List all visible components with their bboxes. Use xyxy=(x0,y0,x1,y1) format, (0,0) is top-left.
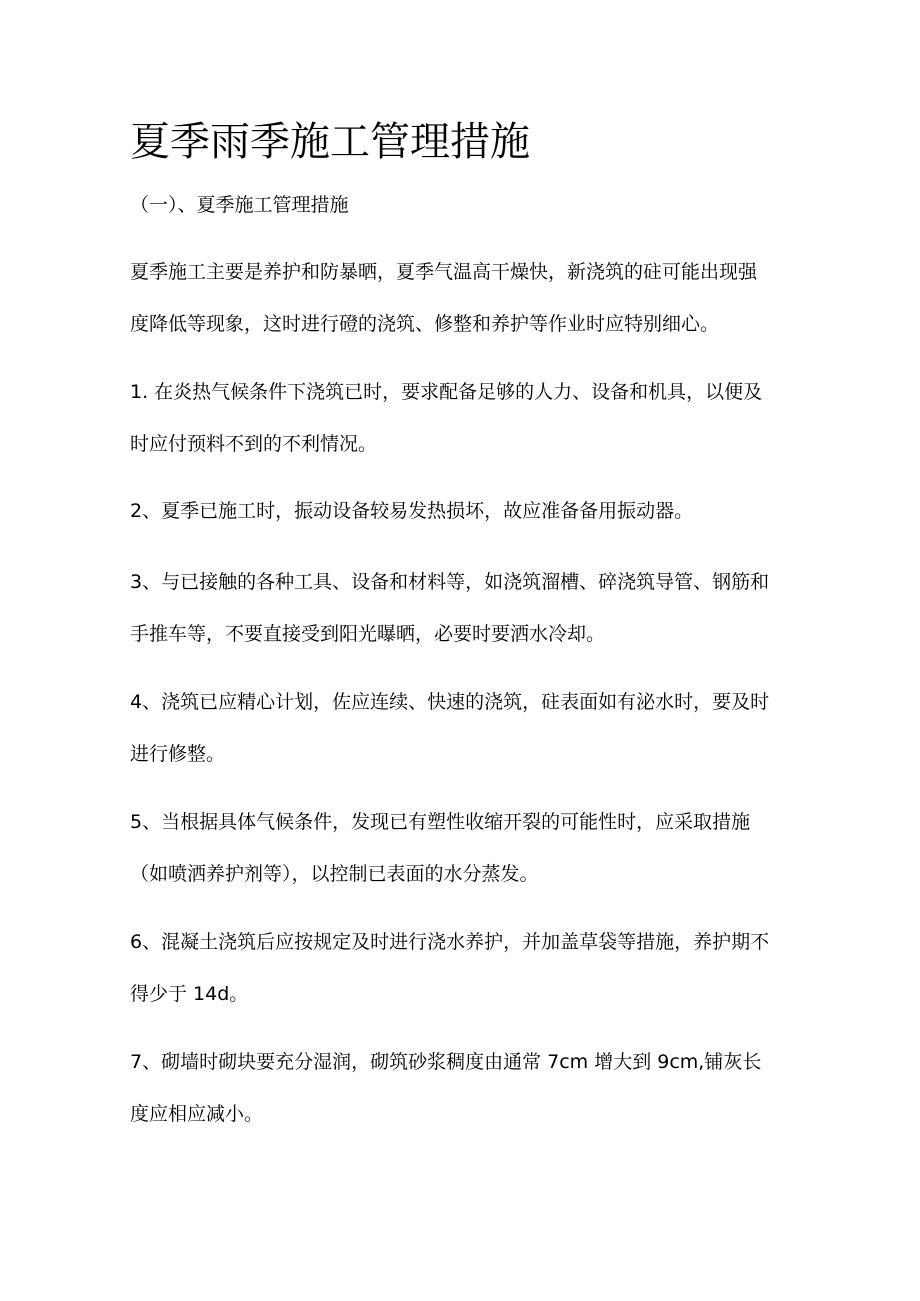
paragraph-item-3 xyxy=(130,556,800,660)
paragraph-line: 3、与已接触的各种工具、设备和材料等，如浇筑溜槽、碎浇筑导管、钢筋和 xyxy=(130,571,770,593)
paragraph-line: 得少于 14d。 xyxy=(130,983,249,1005)
paragraph-line: 度降低等现象，这时进行磴的浇筑、修整和养护等作业时应特别细心。 xyxy=(130,313,720,335)
paragraph-intro xyxy=(130,246,800,350)
paragraph-line: 度应相应减小。 xyxy=(130,1103,264,1125)
paragraph-item-5 xyxy=(130,796,800,900)
paragraph-item-7 xyxy=(130,1036,800,1140)
paragraph-line: 时应付预料不到的不利情况。 xyxy=(130,433,378,455)
paragraph-line: （如喷洒养护剂等），以控制已表面的水分蒸发。 xyxy=(130,863,539,885)
paragraph-item-2 xyxy=(130,485,800,537)
paragraph-line: 1. 在炎热气候条件下浇筑已时，要求配备足够的人力、设备和机具，以便及 xyxy=(130,381,763,403)
section-heading: （一）、夏季施工管理措施 xyxy=(130,194,349,216)
paragraph-line: 手推车等，不要直接受到阳光曝晒，必要时要洒水冷却。 xyxy=(130,623,606,645)
paragraph-line: 2、夏季已施工时，振动设备较易发热损坏，故应准备备用振动器。 xyxy=(130,500,694,522)
paragraph-line: 6、混凝土浇筑后应按规定及时进行浇水养护，并加盖草袋等措施，养护期不 xyxy=(130,931,770,953)
paragraph-line: 进行修整。 xyxy=(130,743,226,765)
paragraph-item-1 xyxy=(130,366,800,470)
paragraph-line: 4、浇筑已应精心计划，佐应连续、快速的浇筑，砫表面如有泌水时，要及时 xyxy=(130,691,770,713)
paragraph-line: 夏季施工主要是养护和防暴晒，夏季气温高干燥快，新浇筑的砫可能出现强 xyxy=(130,261,758,283)
paragraph-item-4 xyxy=(130,676,800,780)
paragraph-item-6 xyxy=(130,916,800,1020)
paragraph-line: 7、砌墙时砌块要充分湿润，砌筑砂浆稠度由通常 7cm 增大到 9cm,铺灰长 xyxy=(130,1051,762,1073)
document-title: 夏季雨季施工管理措施 xyxy=(130,119,530,165)
paragraph-line: 5、当根据具体气候条件，发现已有塑性收缩开裂的可能性时，应采取措施 xyxy=(130,811,751,833)
